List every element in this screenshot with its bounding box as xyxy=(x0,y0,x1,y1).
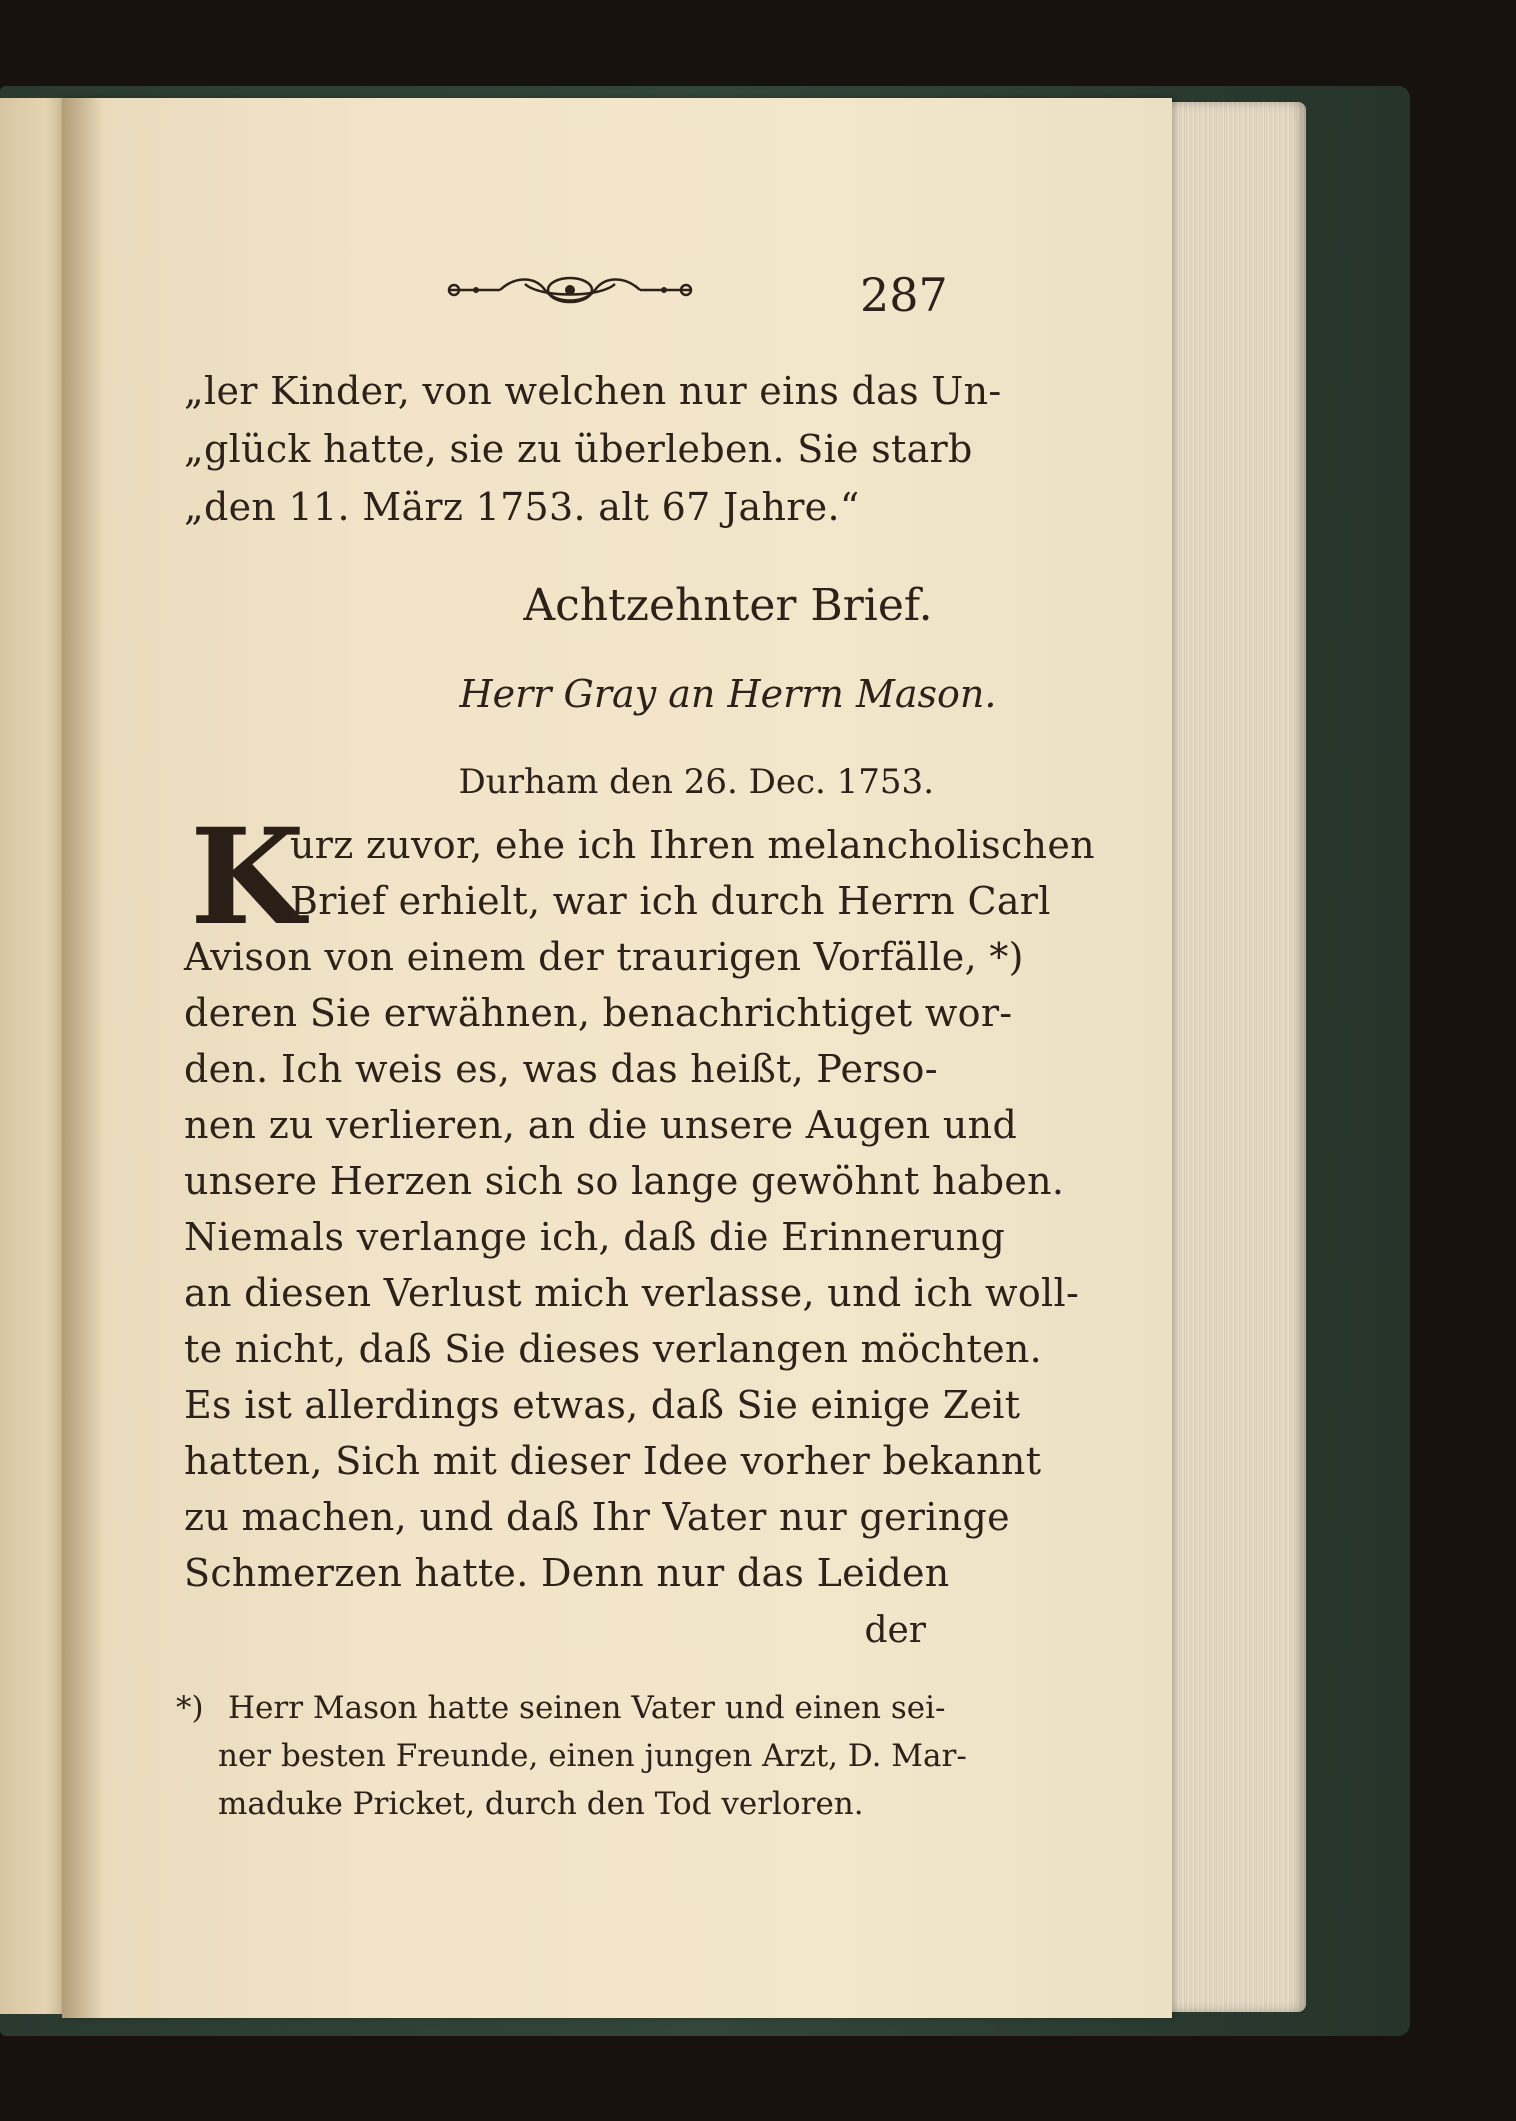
text-line: Niemals verlange ich, daß die Erinnerung xyxy=(184,1215,1006,1259)
text-line: Schmerzen hatte. Denn nur das Leiden xyxy=(184,1551,950,1595)
text-line: deren Sie erwähnen, benachrichtiget wor- xyxy=(184,991,1013,1035)
footnote-marker: *) xyxy=(176,1690,204,1726)
text-line: unsere Herzen sich so lange gewöhnt haben. xyxy=(184,1159,1065,1203)
text-line: Brief erhielt, war ich durch Herrn Carl xyxy=(290,879,1051,923)
footnote-line: ner besten Freunde, einen jungen Arzt, D. Mar- xyxy=(218,1738,967,1774)
text-line: „ler Kinder, von welchen nur eins das Un- xyxy=(184,369,1002,413)
dateline: Durham den 26. Dec. 1753. xyxy=(458,762,934,802)
text-line: Es ist allerdings etwas, daß Sie einige Zeit xyxy=(184,1383,1021,1427)
gutter-shadow xyxy=(62,98,102,2018)
text-line: an diesen Verlust mich verlasse, und ich woll- xyxy=(184,1271,1080,1315)
text-line: den. Ich weis es, was das heißt, Perso- xyxy=(184,1047,938,1091)
letter-heading: Achtzehnter Brief. xyxy=(523,580,933,631)
text-line: hatten, Sich mit dieser Idee vorher bekannt xyxy=(184,1439,1042,1483)
header-ornament xyxy=(440,270,700,310)
page-number: 287 xyxy=(860,268,948,322)
text-line: urz zuvor, ehe ich Ihren melancholischen xyxy=(290,823,1095,867)
text-line: zu machen, und daß Ihr Vater nur geringe xyxy=(184,1495,1010,1539)
text-line: „den 11. März 1753. alt 67 Jahre.“ xyxy=(184,485,860,529)
text-line: „glück hatte, sie zu überleben. Sie starb xyxy=(184,427,973,471)
page-edges xyxy=(1160,102,1306,2012)
catchword: der xyxy=(864,1610,926,1651)
text-line: nen zu verlieren, an die unsere Augen und xyxy=(184,1103,1018,1147)
footnote-line: maduke Pricket, durch den Tod verloren. xyxy=(218,1786,864,1822)
text-line: Avison von einem der traurigen Vorfälle, *) xyxy=(184,935,1024,979)
drop-cap: K xyxy=(190,800,305,955)
text-line: te nicht, daß Sie dieses verlangen möchten. xyxy=(184,1327,1043,1371)
footnote-line: Herr Mason hatte seinen Vater und einen sei- xyxy=(228,1690,946,1726)
letter-subheading: Herr Gray an Herrn Mason. xyxy=(459,672,997,716)
left-page-edge xyxy=(0,98,66,2014)
